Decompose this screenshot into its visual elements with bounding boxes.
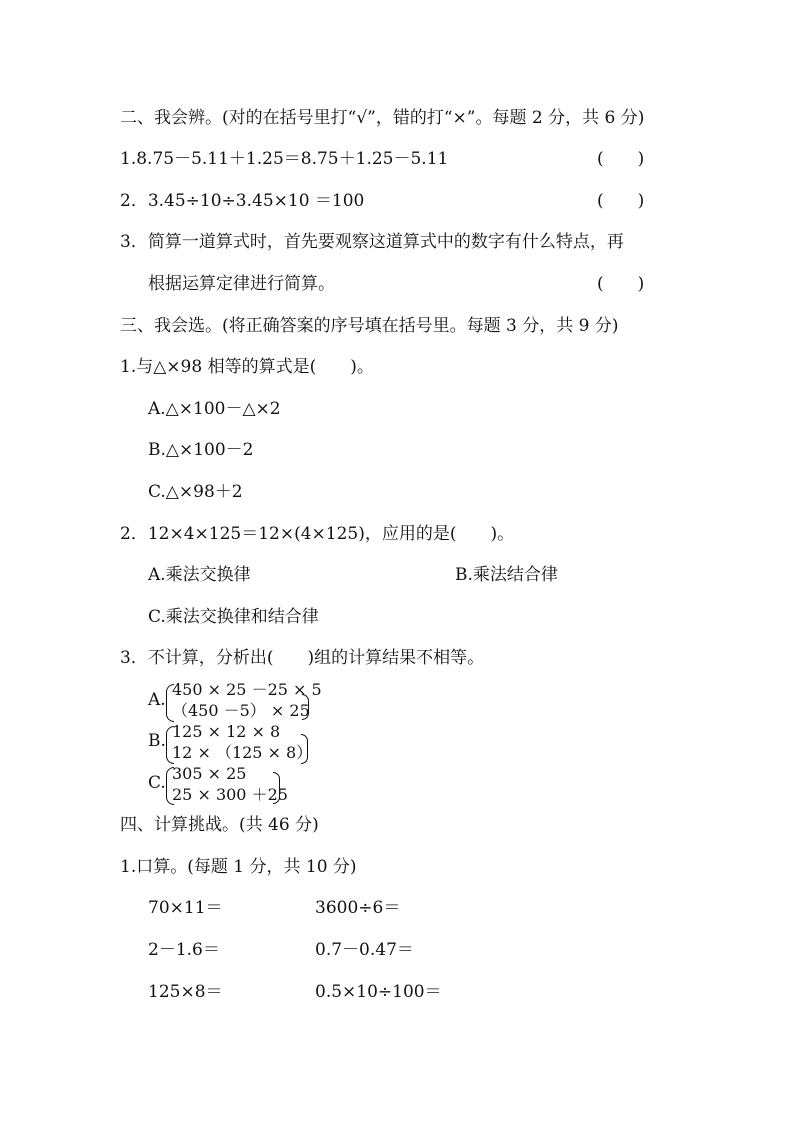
oral-calc-item: 2－1.6＝ <box>148 940 220 960</box>
section2-item-3-cont: 根据运算定律进行简算。 <box>148 274 335 294</box>
q2-option-a: A.乘法交换律 <box>148 565 251 585</box>
oral-calc-item: 0.5×10÷100＝ <box>315 982 442 1002</box>
q2-option-b: B.乘法结合律 <box>455 565 558 585</box>
right-paren-icon <box>302 694 309 720</box>
q2-option-c: C.乘法交换律和结合律 <box>148 607 319 627</box>
q3-option-c-label: C. <box>148 773 166 793</box>
q3-option-c-row2: 25 × 300 ＋25 <box>172 785 288 804</box>
q3-option-b-label: B. <box>148 731 166 751</box>
right-paren-icon <box>273 772 280 804</box>
q2-stem: 2．12×4×125＝12×(4×125)，应用的是( )。 <box>120 524 515 544</box>
q3-option-a-row2: （450 －5） × 25 <box>172 701 310 720</box>
q3-option-a-row1: 450 × 25 －25 × 5 <box>172 680 322 699</box>
section3-title: 三、我会选。(将正确答案的序号填在括号里。每题 3 分，共 9 分) <box>120 316 619 336</box>
oral-calc-item: 70×11＝ <box>148 898 223 918</box>
q3-option-c-row1: 305 × 25 <box>172 764 247 783</box>
section2-title: 二、我会辨。(对的在括号里打“√”，错的打“×”。每题 2 分，共 6 分) <box>120 108 645 128</box>
section2-item-2: 2．3.45÷10÷3.45×10 ＝100 <box>120 191 365 211</box>
section2-item-1: 1.8.75－5.11＋1.25＝8.75＋1.25－5.11 <box>120 149 449 169</box>
section2-item-3: 3．简算一道算式时，首先要观察这道算式中的数字有什么特点，再 <box>120 232 624 252</box>
q1-option-a: A.△×100－△×2 <box>148 399 281 419</box>
section4-sub1: 1.口算。(每题 1 分，共 10 分) <box>120 857 357 877</box>
section4-title: 四、计算挑战。(共 46 分) <box>120 815 319 835</box>
q3-option-a-label: A. <box>148 690 166 710</box>
oral-calc-item: 125×8＝ <box>148 982 223 1002</box>
q1-option-c: C.△×98＋2 <box>148 482 243 502</box>
q3-stem: 3．不计算，分析出( )组的计算结果不相等。 <box>120 648 485 668</box>
q3-option-b-row2: 12 × （125 × 8） <box>172 743 313 762</box>
answer-paren-3[interactable]: ( ) <box>597 274 645 294</box>
q1-stem: 1.与△×98 相等的算式是( )。 <box>120 357 374 377</box>
right-paren-icon <box>301 734 308 764</box>
oral-calc-item: 0.7－0.47＝ <box>315 940 414 960</box>
answer-paren-1[interactable]: ( ) <box>597 149 645 169</box>
oral-calc-item: 3600÷6＝ <box>315 898 401 918</box>
q1-option-b: B.△×100－2 <box>148 440 254 460</box>
answer-paren-2[interactable]: ( ) <box>597 191 645 211</box>
q3-option-b-row1: 125 × 12 × 8 <box>172 722 281 741</box>
